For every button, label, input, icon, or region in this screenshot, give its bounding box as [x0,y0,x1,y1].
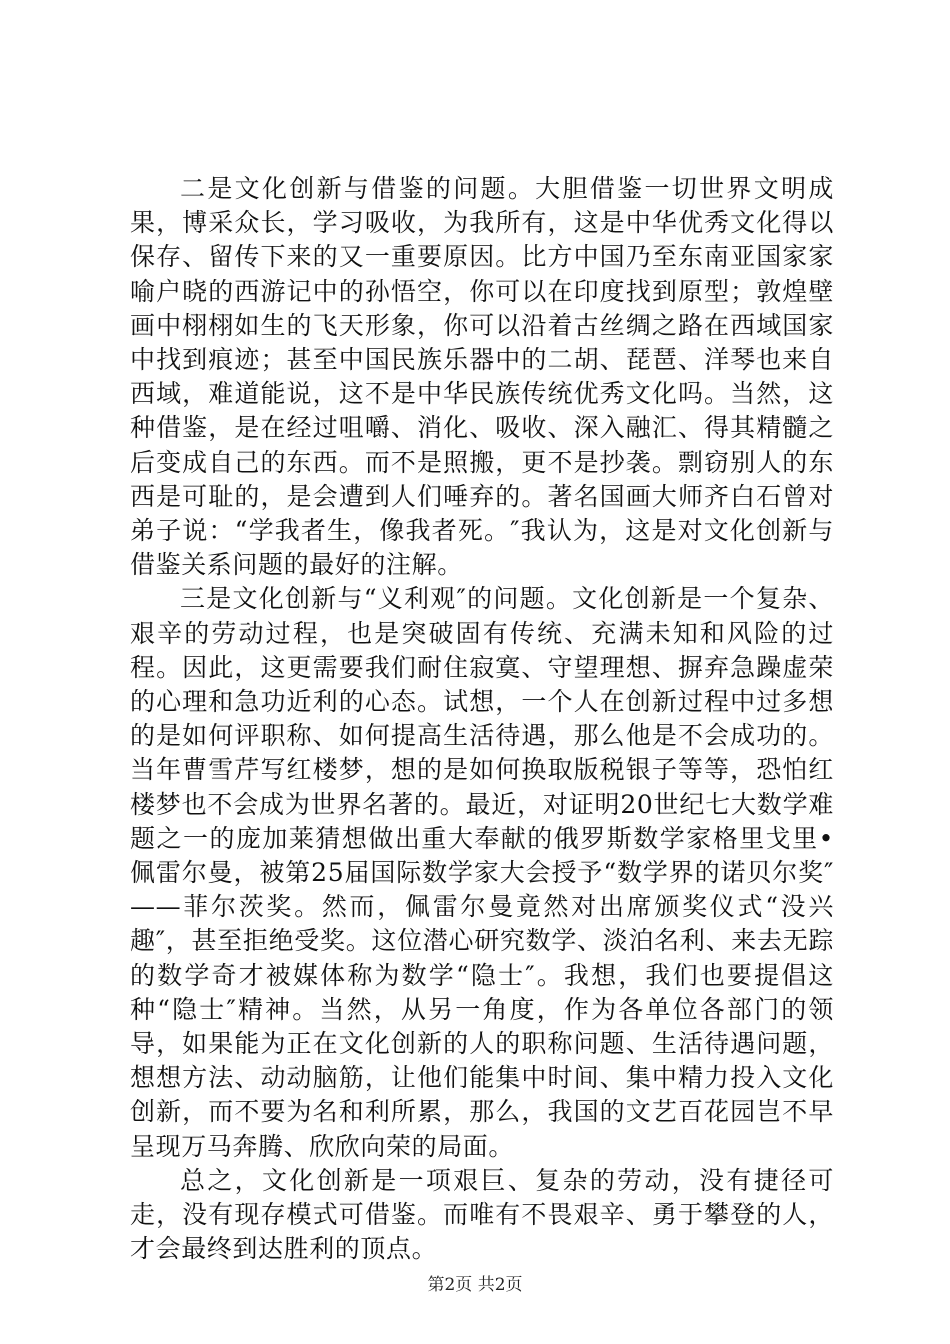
paragraph-conclusion: 总之，文化创新是一项艰巨、复杂的劳动，没有捷径可走，没有现存模式可借鉴。而唯有不畏艰辛、勇于攀登的人，才会最终到达胜利的顶点。 [130,1165,834,1264]
page-footer: 第2页 共2页 [427,1275,523,1295]
paragraph-righteousness-profit: 三是文化创新与“义利观″的问题。文化创新是一个复杂、艰辛的劳动过程，也是突破固有传统、充满未知和风险的过程。因此，这更需要我们耐住寂寞、守望理想、摒弃急躁虚荣的心理和急功近利的心态。试想，一个人在创新过程中过多想的是如何评职称、如何提高生活待遇，那么他是不会成功的。当年曹雪芹写红楼梦，想的是如何换取版税银子等等，恐怕红楼梦也不会成为世界名著的。最近，对证明20世纪七大数学难题之一的庞加莱猜想做出重大奉献的俄罗斯数学家格里戈里•佩雷尔曼，被第25届国际数学家大会授予“数学界的诺贝尔奖″——菲尔茨奖。然而，佩雷尔曼竟然对出席颁奖仪式“没兴趣″，甚至拒绝受奖。这位潜心研究数学、淡泊名利、来去无踪的数学奇才被媒体称为数学“隐士″。我想，我们也要提倡这种“隐士″精神。当然，从另一角度，作为各单位各部门的领导，如果能为正在文化创新的人的职称问题、生活待遇问题，想想方法、动动脑筋，让他们能集中时间、集中精力投入文化创新，而不要为名和利所累，那么，我国的文艺百花园岂不早呈现万马奔腾、欣欣向荣的局面。 [130,584,834,1161]
document-body [130,172,834,1267]
paragraph-borrowing: 二是文化创新与借鉴的问题。大胆借鉴一切世界文明成果，博采众长，学习吸收，为我所有，这是中华优秀文化得以保存、留传下来的又一重要原因。比方中国乃至东南亚国家家喻户晓的西游记中的孙悟空，你可以在印度找到原型；敦煌壁画中栩栩如生的飞天形象，你可以沿着古丝绸之路在西域国家中找到痕迹；甚至中国民族乐器中的二胡、琵琶、洋琴也来自西域，难道能说，这不是中华民族传统优秀文化吗。当然，这种借鉴，是在经过咀嚼、消化、吸收、深入融汇、得其精髓之后变成自己的东西。而不是照搬，更不是抄袭。剽窃别人的东西是可耻的，是会遭到人们唾弃的。著名国画大师齐白石曾对弟子说：“学我者生，像我者死。″我认为，这是对文化创新与借鉴关系问题的最好的注解。 [130,174,834,580]
